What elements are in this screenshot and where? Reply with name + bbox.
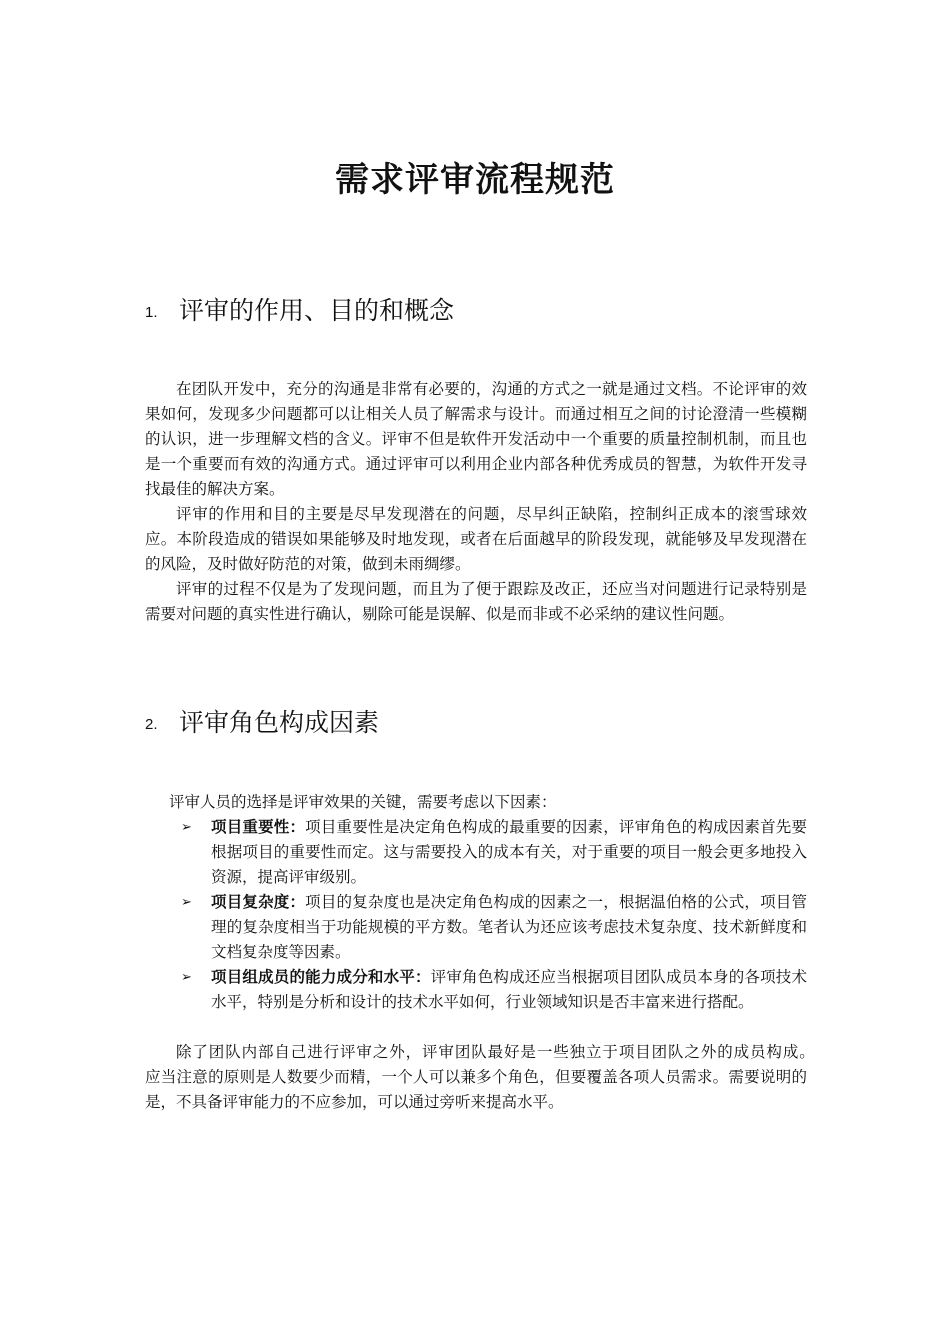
list-item [145,890,807,965]
list-item [145,815,807,890]
paragraph: 评审的过程不仅是为了发现问题，而且为了便于跟踪及改正，还应当对问题进行记录特别是需要对问题的真实性进行确认，剔除可能是误解、似是而非或不必采纳的建议性问题。 [145,580,807,623]
list-item [145,965,807,1015]
arrow-bullet-icon: ➢ [181,895,192,910]
paragraph: 在团队开发中，充分的沟通是非常有必要的，沟通的方式之一就是通过文档。不论评审的效果如何，发现多少问题都可以让相关人员了解需求与设计。而通过相互之间的讨论澄清一些模糊的认识，进一步理解文档的含义。评审不但是软件开发活动中一个重要的质量控制机制，而且也是一个重要而有效的沟通方式。通过评审可以利用企业内部各种优秀成员的智慧，为软件开发寻找最佳的解决方案。 [145,380,807,498]
arrow-bullet-icon: ➢ [181,820,192,835]
arrow-bullet-icon: ➢ [181,970,192,985]
section-intro: 评审人员的选择是评审效果的关键，需要考虑以下因素： [169,793,557,811]
section-heading-2 [145,705,379,743]
list-item-lead: 项目复杂度： [211,893,306,911]
list-item-text: 项目重要性是决定角色构成的最重要的因素，评审角色的构成因素首先要根据项目的重要性而定。这与需要投入的成本有关，对于重要的项目一般会更多地投入资源，提高评审级别。 [211,818,807,886]
section-heading-text: 评审的作用、目的和概念 [179,296,455,325]
document-title: 需求评审流程规范 [335,160,615,200]
list-item-lead: 项目组成员的能力成分和水平： [211,968,431,986]
list-item-text: 项目的复杂度也是决定角色构成的因素之一，根据温伯格的公式，项目管理的复杂度相当于功能规模的平方数。笔者认为还应该考虑技术复杂度、技术新鲜度和文档复杂度等因素。 [211,893,807,961]
closing-paragraph: 除了团队内部自己进行评审之外，评审团队最好是一些独立于项目团队之外的成员构成。 应当注意的原则是人数要少而精，一个人可以兼多个角色，但要覆盖各项人员需求。需要说明的是，不具备评审能力的不应参加，可以通过旁听来提高水平。 [145,1043,839,1111]
section-number: 2. [145,715,158,733]
paragraph: 评审的作用和目的主要是尽早发现潜在的问题，尽早纠正缺陷，控制纠正成本的滚雪球效应。本阶段造成的错误如果能够及时地发现，或者在后面越早的阶段发现，就能够及早发现潜在的风险，及时做好防范的对策，做到未雨绸缪。 [145,505,807,573]
list-item-lead: 项目重要性： [211,818,306,836]
section-heading-text: 评审角色构成因素 [179,708,380,737]
section-heading-1 [145,293,454,331]
factor-list [145,815,807,1015]
list-item-text: 评审角色构成还应当根据项目团队成员本身的各项技术水平，特别是分析和设计的技术水平如何，行业领域知识是否丰富来进行搭配。 [211,968,807,1011]
section-number: 1. [145,303,158,321]
